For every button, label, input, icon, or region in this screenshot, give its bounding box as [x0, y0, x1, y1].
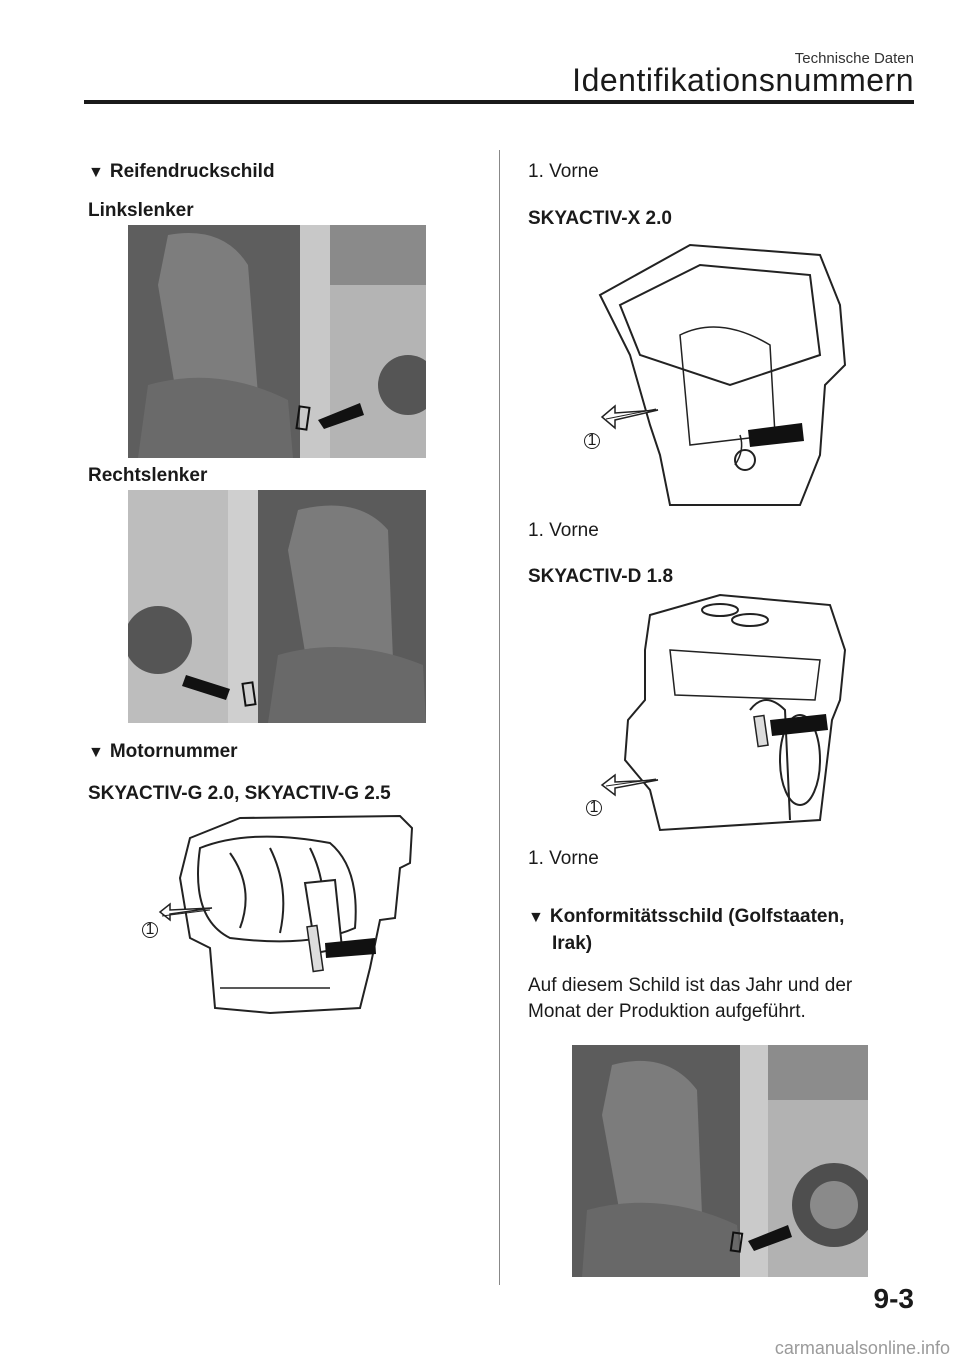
page-number: 9-3: [873, 1283, 914, 1314]
engine-number-heading-text: Motornummer: [109, 741, 238, 762]
front-caption-1: 1. Vorne: [528, 161, 599, 182]
rhd-label: Rechtslenker: [88, 465, 208, 486]
triangle-down-icon: ▼: [88, 744, 104, 761]
g-engine-diagram: [130, 808, 420, 1048]
tire-pressure-heading: [88, 161, 275, 183]
section-label: Technische Daten: [794, 50, 914, 67]
rhd-door-photo: [128, 490, 426, 723]
column-divider: [499, 150, 500, 1285]
x-engine-diagram: [570, 235, 860, 510]
triangle-down-icon: ▼: [88, 164, 104, 181]
engine-number-heading: [88, 741, 238, 763]
tire-pressure-heading-text: Reifendruckschild: [109, 161, 275, 182]
triangle-down-icon: ▼: [528, 909, 544, 926]
lhd-door-photo: [128, 225, 426, 458]
lhd-label: Linkslenker: [88, 200, 194, 221]
conformity-heading-line1: Konformitätsschild (Golfstaaten,: [549, 906, 845, 927]
page-title: Identifikationsnummern: [572, 62, 914, 98]
g-engines-label: SKYACTIV-G 2.0, SKYACTIV-G 2.5: [88, 783, 391, 804]
d-engine-diagram: [570, 590, 860, 840]
conformity-heading-line2: Irak): [552, 933, 593, 954]
callout-1-x: 1: [584, 433, 600, 449]
callout-1: 1: [142, 922, 158, 938]
front-caption-2: 1. Vorne: [528, 520, 599, 541]
watermark: carmanualsonline.info: [774, 1338, 950, 1358]
conformity-door-photo: [572, 1045, 868, 1277]
d-engine-label: SKYACTIV-D 1.8: [528, 566, 674, 587]
front-caption-3: 1. Vorne: [528, 848, 599, 869]
x-engine-label: SKYACTIV-X 2.0: [528, 208, 672, 229]
header-rule: [84, 100, 914, 104]
conformity-heading: [528, 906, 844, 928]
callout-1-d: 1: [586, 800, 602, 816]
conformity-text-line2: Monat der Produktion aufgeführt.: [528, 1001, 806, 1022]
conformity-text-line1: Auf diesem Schild ist das Jahr und der: [528, 975, 853, 996]
